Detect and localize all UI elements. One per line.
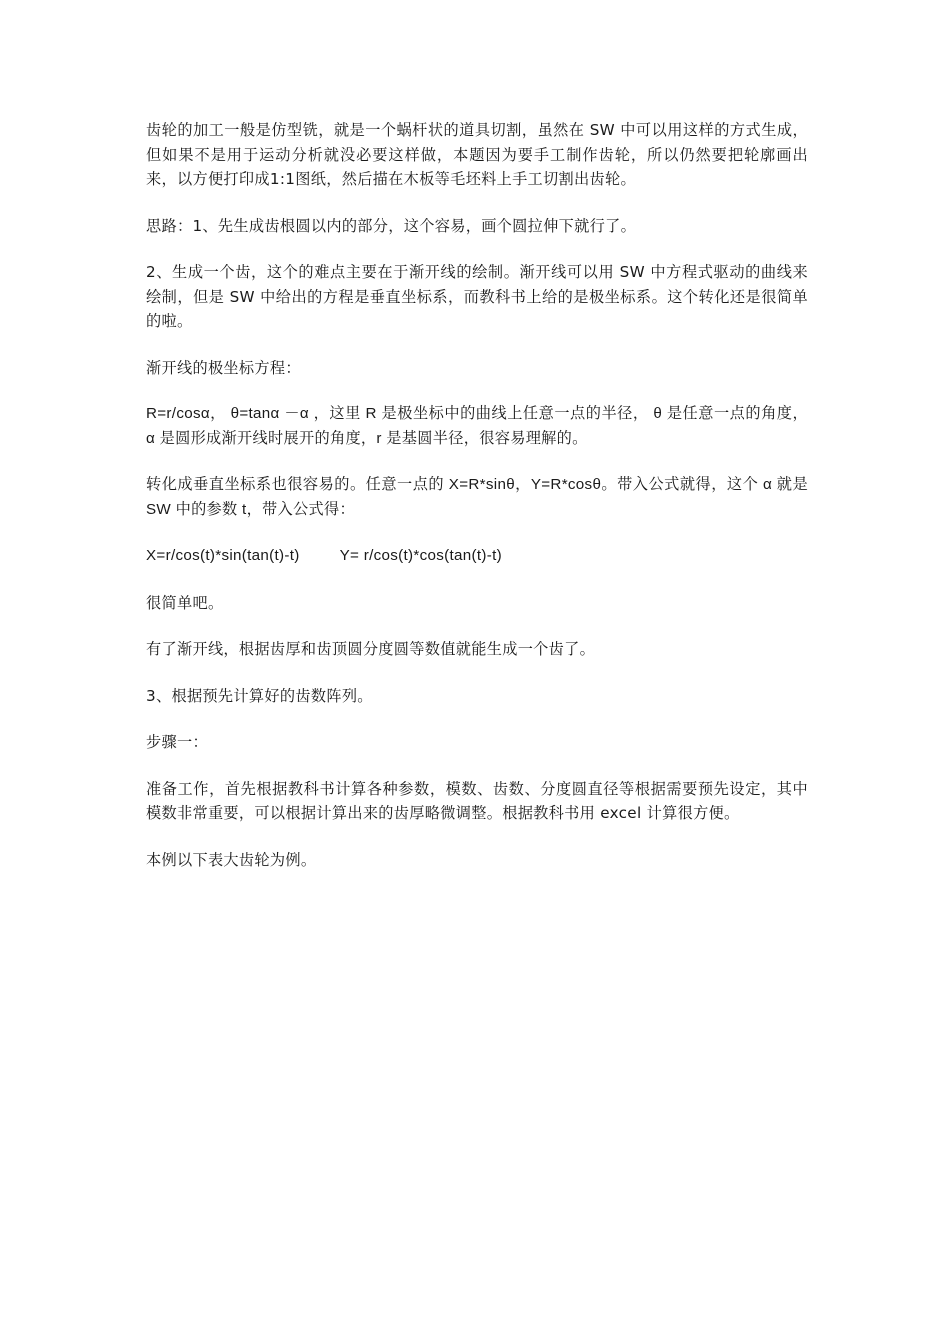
paragraph-polar-equation: R=r/cosα， θ=tanα －α ，这里 R 是极坐标中的曲线上任意一点的半径， θ 是任意一点的角度， α 是圆形成渐开线时展开的角度，r 是基圆半径，很容易理解的。 xyxy=(146,405,808,447)
paragraph-polar-heading: 渐开线的极坐标方程： xyxy=(146,358,301,377)
formula-x: X=r/cos(t)*sin(tan(t)-t) xyxy=(146,547,300,564)
paragraph-step2: 2、生成一个齿，这个的难点主要在于渐开线的绘制。渐开线可以用 SW 中方程式驱动的曲线来绘制，但是 SW 中给出的方程是垂直坐标系，而教科书上给的是极坐标系。这个转化还是很简单的啦。 xyxy=(146,263,808,330)
paragraph-cartesian-conversion: 转化成垂直坐标系也很容易的。任意一点的 X=R*sinθ，Y=R*cosθ。带入公式就得，这个 α 就是 SW 中的参数 t，带入公式得： xyxy=(146,476,808,518)
paragraph-simple: 很简单吧。 xyxy=(146,593,224,612)
paragraph-example: 本例以下表大齿轮为例。 xyxy=(146,850,317,869)
paragraph-step-one-heading: 步骤一： xyxy=(146,733,208,751)
paragraph-generate-tooth: 有了渐开线，根据齿厚和齿顶圆分度圆等数值就能生成一个齿了。 xyxy=(146,640,596,658)
parametric-formula-line xyxy=(146,544,808,569)
paragraph-intro: 齿轮的加工一般是仿型铣，就是一个蜗杆状的道具切割，虽然在 SW 中可以用这样的方式生成，但如果不是用于运动分析就没必要这样做，本题因为要手工制作齿轮，所以仍然要把轮廓画出来，以方便打印成1:1图纸，然后描在木板等毛坯料上手工切割出齿轮。 xyxy=(146,121,808,188)
paragraph-step3: 3、根据预先计算好的齿数阵列。 xyxy=(146,686,373,705)
paragraph-preparation: 准备工作，首先根据教科书计算各种参数，模数、齿数、分度圆直径等根据需要预先设定，其中模数非常重要，可以根据计算出来的齿厚略微调整。根据教科书用 excel 计算很方便。 xyxy=(146,779,808,822)
document-body xyxy=(146,118,808,894)
formula-y: Y= r/cos(t)*cos(tan(t)-t) xyxy=(339,547,502,564)
paragraph-idea-step1: 思路：1、先生成齿根圆以内的部分，这个容易，画个圆拉伸下就行了。 xyxy=(146,216,637,235)
